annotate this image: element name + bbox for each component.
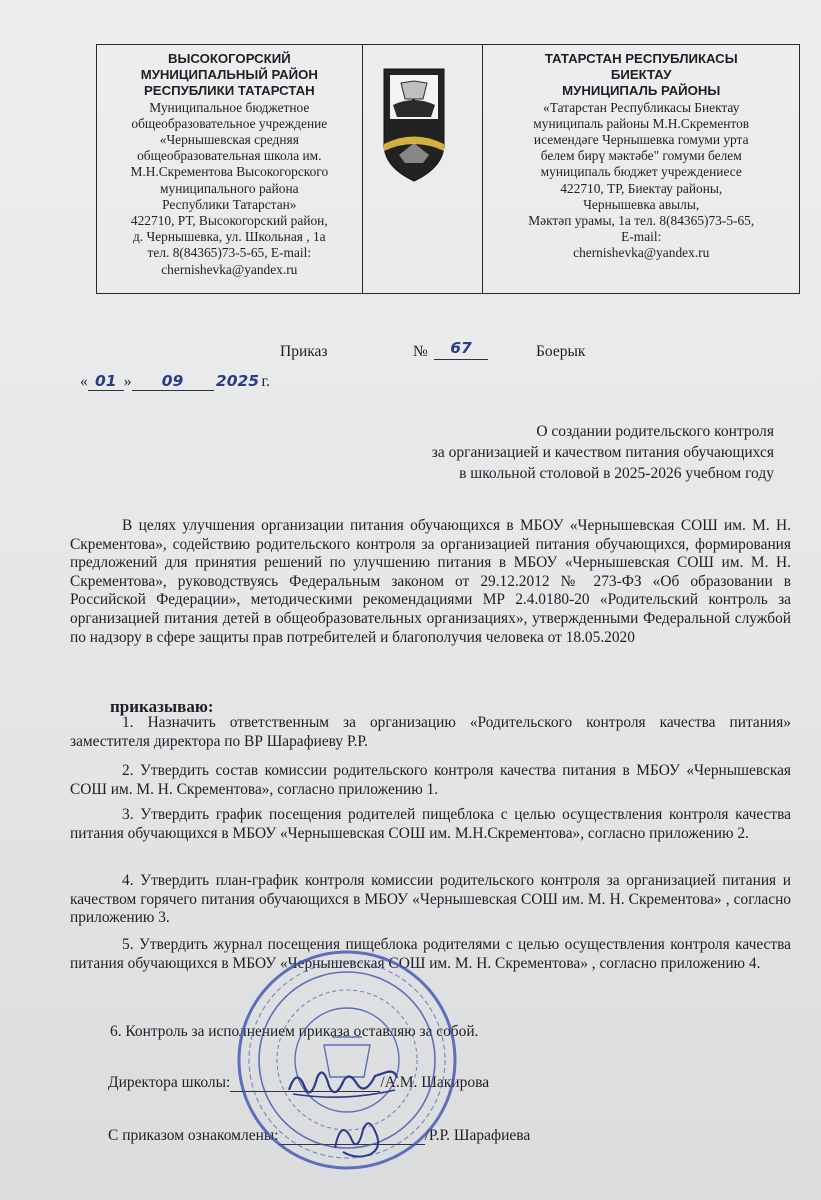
date-year: 2025 [215,372,260,390]
letterhead-right-body: «Татарстан Республикасы Биектау муниципаль районы М.Н.Скрементов исемендәге Чернышевка гомуми урта белем бирү мәктәбе" гомуми белем муниципаль бюджет учреждениесе 422710, ТР, Биектау районы, Чернышевка авылы, Мәктәп урамы, 1а тел. 8(84365)73-5-65, E-mail: chernishevka@yandex.ru [528,99,755,261]
letterhead-left-body: Муниципальное бюджетное общеобразовательное учреждение «Чернышевская средняя общеобразовательная школа им. М.Н.Скрементова Высокогорского муниципального района Республики Татарстан» 422710, РТ, Высокогорский район, д. Чернышевка, ул. Школьная , 1а тел. 8(84365)73-5-65, E-mail: chernishevka@yandex.ru [130,99,329,277]
order-date: « 01 » 09 2025 г. [80,372,270,390]
letterhead-right [483,45,799,293]
letterhead-left-title: ВЫСОКОГОРСКИЙ МУНИЦИПАЛЬНЫЙ РАЙОН РЕСПУБЛИКИ ТАТАРСТАН [140,51,318,99]
director-label: Директора школы: [108,1074,231,1091]
order-item: 6. Контроль за исполнением приказа оставляю за собой. [110,1023,479,1040]
letterhead-right-title: ТАТАРСТАН РЕСПУБЛИКАСЫ БИЕКТАУ МУНИЦИПАЛЬ РАЙОНЫ [544,51,738,99]
date-day: 01 [88,372,124,391]
number-sign: № [413,343,428,360]
letterhead [96,44,800,294]
letterhead-left [97,45,363,293]
intro-paragraph: В целях улучшения организации питания обучающихся в МБОУ «Чернышевская СОШ им. М. Н. Скрементова», содействию родительского контроля за организацией питания обучающихся, формирования предложений для принятия решений по улучшению питания в МБОУ «Чернышевская СОШ им. М. Н. Скрементова», руководствуясь Федеральным законом от 29.12.2012 № 273-ФЗ «Об образовании в Российской Федерации», методическими рекомендациями МР 2.4.0180-20 «Родительский контроль за организацией питания детей в общеобразовательных организациях», утвержденными Федеральной службой по надзору в сфере защиты прав потребителей и благополучия человека от 18.05.2020 [70,517,791,646]
order-number: 67 [434,339,488,360]
order-word-ru: Приказ [280,343,328,360]
director-signature-row [108,1074,489,1092]
date-month: 09 [132,372,214,391]
order-item: 1. Назначить ответственным за организацию «Родительского контроля качества питания» заместителя директора по ВР Шарафиеву Р.Р. [70,714,791,750]
acknowledgement-label: С приказом ознакомлены: [108,1127,279,1144]
acknowledgement-row [108,1127,530,1145]
order-word-tt: Боерык [536,343,586,360]
acknowledgement-name: /Р.Р. Шарафиева [424,1127,531,1144]
order-item: 5. Утвердить журнал посещения пищеблока родителями с целью осуществления контроля качества питания обучающихся в МБОУ «Чернышевская СОШ им. М. Н. Скрементова» , согласно приложению 4. [70,936,791,972]
director-name: /А.М. Шакирова [380,1074,490,1091]
letterhead-emblem-cell [363,45,484,293]
order-item: 2. Утвердить состав комиссии родительского контроля качества питания в МБОУ «Чернышевская СОШ им. М. Н. Скрементова», согласно приложению 1. [70,762,791,798]
order-topic: О создании родительского контроля за организацией и качеством питания обучающихся в школьной столовой в 2025-2026 учебном году [431,423,774,482]
order-item: 4. Утвердить план-график контроля комиссии родительского контроля за организацией питания и качеством горячего питания обучающихся в МБОУ «Чернышевская СОШ им. М. Н. Скрементова» , согласно приложению 3. [70,872,791,927]
order-item: 3. Утвердить график посещения родителей пищеблока с целью осуществления контроля качества питания обучающихся в МБОУ «Чернышевская СОШ им. М.Н.Скрементова», согласно приложению 2. [70,806,791,842]
coat-of-arms-icon [379,59,449,184]
command-word: приказываю: [110,697,214,716]
